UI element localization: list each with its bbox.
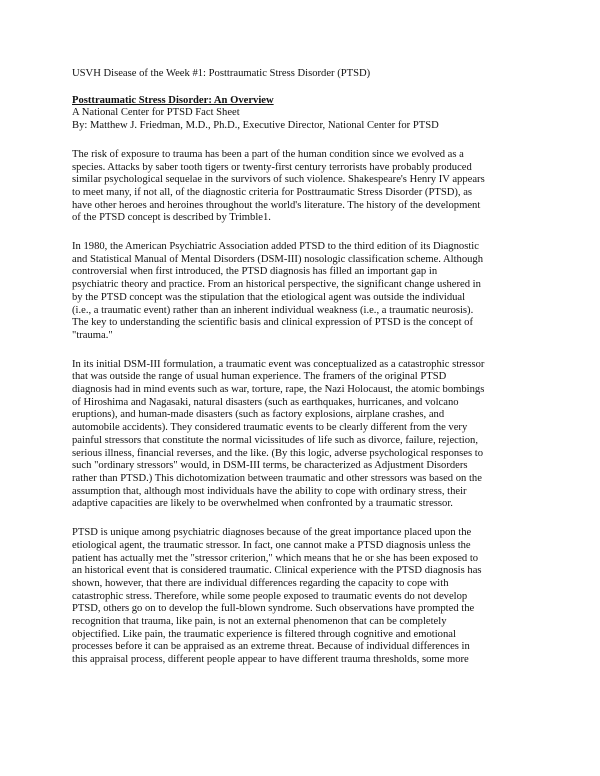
article-subtitle: A National Center for PTSD Fact Sheet bbox=[72, 107, 240, 119]
paragraph-line: and Statistical Manual of Mental Disorders (DSM-III) nosologic classification scheme. Although bbox=[72, 253, 484, 265]
paragraph-line: "trauma." bbox=[72, 329, 113, 341]
paragraph-line: of the PTSD concept is described by Trimble1. bbox=[72, 212, 271, 224]
paragraph-line: serious illness, financial reverses, and the like. (By this logic, adverse psychological responses to bbox=[72, 447, 483, 459]
article-title-block bbox=[72, 95, 528, 133]
paragraph-line: adaptive capacities are likely to be overwhelmed when confronted by a traumatic stressor. bbox=[72, 498, 453, 510]
paragraph-line: an historical event that is considered traumatic. Clinical experience with the PTSD diagnosis has bbox=[72, 565, 482, 577]
body-paragraph bbox=[72, 359, 528, 511]
article-title: Posttraumatic Stress Disorder: An Overview bbox=[72, 94, 274, 106]
paragraph-line: etiological agent, the traumatic stressor. In fact, one cannot make a PTSD diagnosis unless the bbox=[72, 539, 471, 551]
paragraph-line: PTSD is unique among psychiatric diagnoses because of the great importance placed upon the bbox=[72, 527, 472, 539]
paragraph-line: assumption that, although most individuals have the ability to cope with ordinary stress, their bbox=[72, 485, 467, 497]
paragraph-line: psychiatric theory and practice. From an historical perspective, the significant change ushered in bbox=[72, 279, 481, 291]
paragraph-line: that was outside the range of usual human experience. The framers of the original PTSD bbox=[72, 371, 447, 383]
paragraph-line: painful stressors that constitute the normal vicissitudes of life such as divorce, failure, rejection, bbox=[72, 434, 478, 446]
paragraph-line: eruptions), and human-made disasters (such as factory explosions, airplane crashes, and bbox=[72, 409, 445, 421]
body-paragraph bbox=[72, 149, 528, 225]
paragraph-line: have other heroes and heroines throughout the world's literature. The history of the development bbox=[72, 199, 481, 211]
paragraph-line: automobile accidents). They considered traumatic events to be clearly different from the very bbox=[72, 422, 468, 434]
paragraph-line: The risk of exposure to trauma has been a part of the human condition since we evolved as a bbox=[72, 148, 464, 160]
paragraph-line: catastrophic stress. Therefore, while some people exposed to traumatic events do not develop bbox=[72, 590, 468, 602]
paragraph-line: such "ordinary stressors" would, in DSM-III terms, be characterized as Adjustment Disorders bbox=[72, 460, 468, 472]
paragraph-line: species. Attacks by saber tooth tigers or twenty-first century terrorists have probably produced bbox=[72, 161, 472, 173]
paragraph-line: In 1980, the American Psychiatric Association added PTSD to the third edition of its Diagnostic bbox=[72, 241, 479, 253]
paragraph-line: diagnosis had in mind events such as war, torture, rape, the Nazi Holocaust, the atomic bombings bbox=[72, 384, 485, 396]
paragraph-line: this appraisal process, different people appear to have different trauma thresholds, some more bbox=[72, 654, 469, 666]
paragraph-line: recognition that trauma, like pain, is not an external phenomenon that can be completely bbox=[72, 616, 447, 628]
paragraph-line: similar psychological sequelae in the survivors of such violence. Shakespeare's Henry IV appears bbox=[72, 174, 485, 186]
paragraph-line: of Hiroshima and Nagasaki, natural disasters (such as earthquakes, hurricanes, and volcano bbox=[72, 396, 459, 408]
body-paragraph bbox=[72, 527, 528, 667]
paragraph-line: by the PTSD concept was the stipulation that the etiological agent was outside the individual bbox=[72, 291, 466, 303]
paragraph-line: to meet many, if not all, of the diagnostic criteria for Posttraumatic Stress Disorder (PTSD), as bbox=[72, 186, 473, 198]
paragraph-line: PTSD, others go on to develop the full-blown syndrome. Such observations have prompted the bbox=[72, 603, 475, 615]
paragraph-line: rather than PTSD.) This dichotomization between traumatic and other stressors was based on the bbox=[72, 472, 482, 484]
paragraph-line: patient has actually met the "stressor criterion," which means that he or she has been exposed to bbox=[72, 552, 479, 564]
paragraph-line: controversial when first introduced, the PTSD diagnosis has filled an important gap in bbox=[72, 266, 438, 278]
article-byline: By: Matthew J. Friedman, M.D., Ph.D., Executive Director, National Center for PTSD bbox=[72, 120, 439, 132]
document-heading: USVH Disease of the Week #1: Posttraumatic Stress Disorder (PTSD) bbox=[72, 68, 371, 79]
body-paragraph bbox=[72, 241, 528, 343]
article-body bbox=[72, 149, 528, 667]
paragraph-line: objectified. Like pain, the traumatic experience is filtered through cognitive and emotional bbox=[72, 628, 456, 640]
paragraph-line: (i.e., a traumatic event) rather than an inherent individual weakness (i.e., a traumatic neurosis). bbox=[72, 304, 474, 316]
paragraph-line: The key to understanding the scientific basis and clinical expression of PTSD is the concept of bbox=[72, 317, 473, 329]
paragraph-line: In its initial DSM-III formulation, a traumatic event was conceptualized as a catastrophic stressor bbox=[72, 358, 485, 370]
paragraph-line: processes before it can be appraised as an extreme threat. Because of individual differences in bbox=[72, 641, 470, 653]
paragraph-line: shown, however, that there are individual differences regarding the capacity to cope with bbox=[72, 577, 449, 589]
